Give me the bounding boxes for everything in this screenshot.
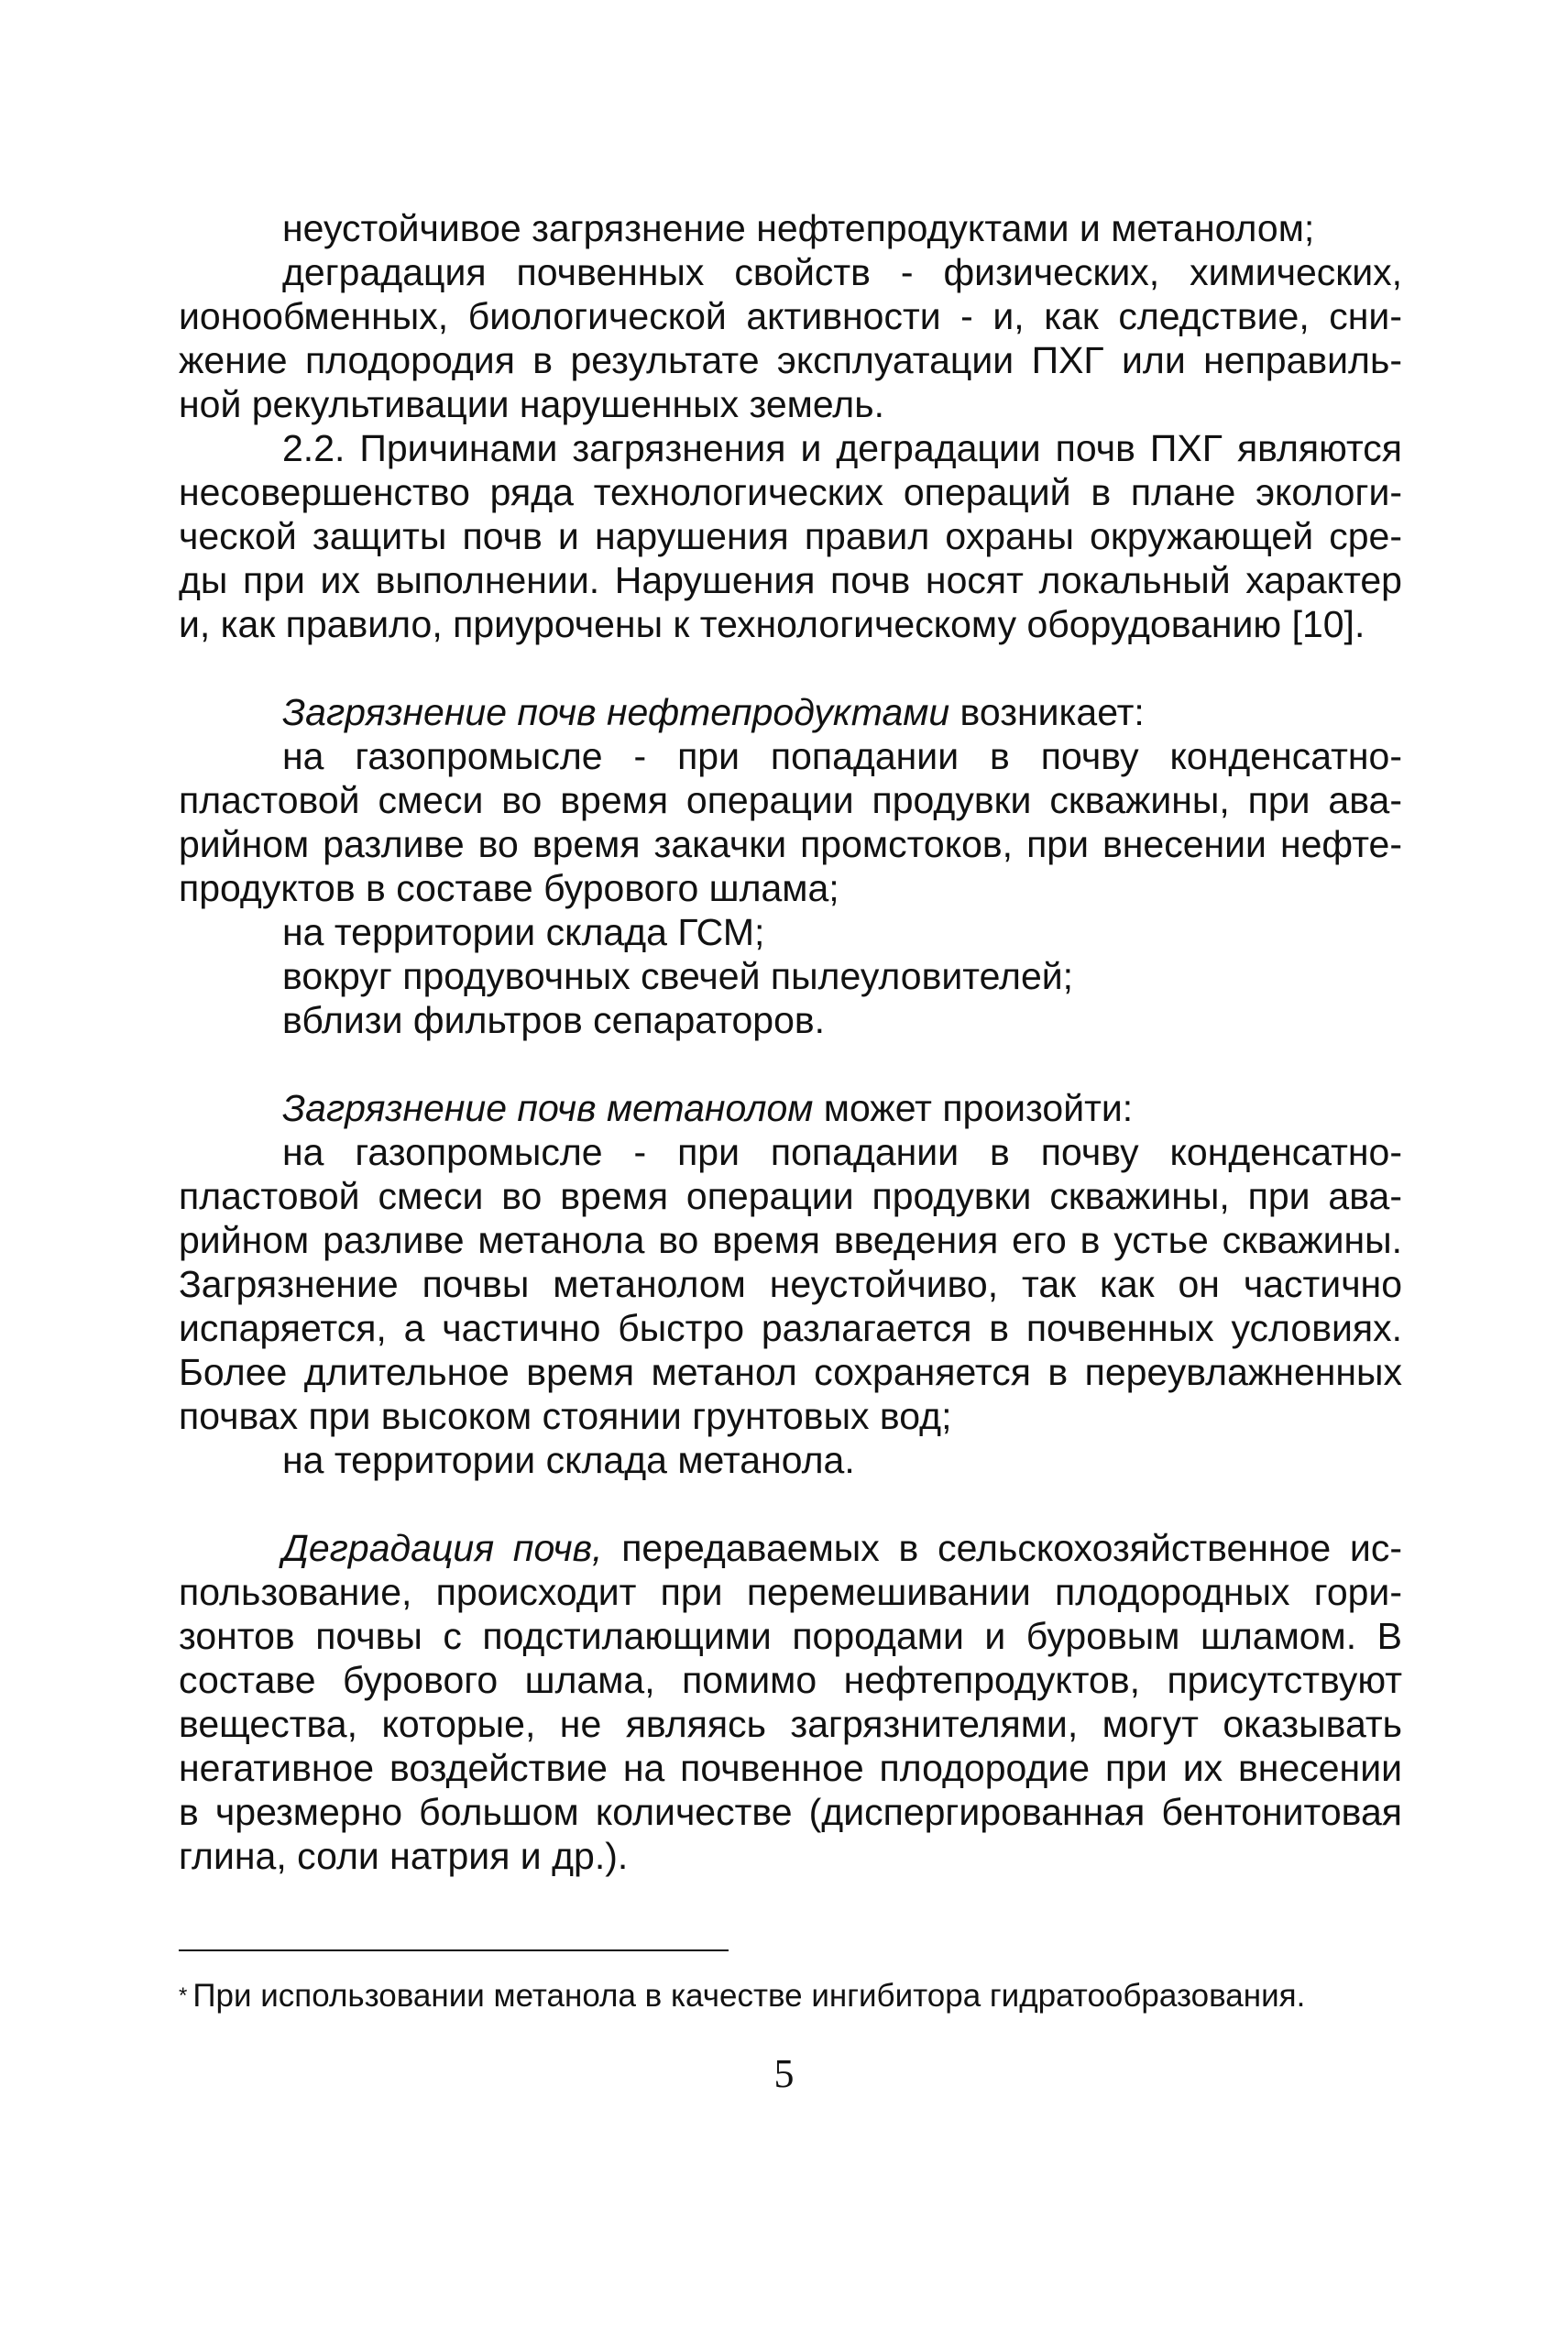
paragraph-line: вблизи фильтров сепараторов. (282, 999, 826, 1041)
paragraph-line: и, как правило, приурочены к технологическому оборудованию [10]. (179, 603, 1365, 645)
oil-heading-rest: возникает: (949, 691, 1145, 733)
paragraph-line: ионообменных, биологической активности - и, как следствие, сни- (179, 295, 1402, 337)
paragraph-line: зонтов почвы с подстилающими породами и буровым шламом. В (179, 1615, 1402, 1657)
paragraph-line: пластовой смеси во время операции продувки скважины, при ава- (179, 779, 1402, 821)
paragraph-line: в чрезмерно большом количестве (диспергированная бентонитовая (179, 1791, 1402, 1833)
paragraph-line: испаряется, а частично быстро разлагается в почвенных условиях. (179, 1307, 1402, 1349)
paragraph-line: ды при их выполнении. Нарушения почв носят локальный характер (179, 559, 1402, 601)
paragraph-line: на территории склада ГСМ; (282, 911, 765, 953)
paragraph-line: жение плодородия в результате эксплуатации ПХГ или неправиль- (179, 339, 1402, 381)
paragraph-line: пластовой смеси во время операции продувки скважины, при ава- (179, 1175, 1402, 1217)
methanol-section-heading (179, 1086, 1402, 1130)
footnote-divider (179, 1949, 729, 1951)
footnote-mark: * (179, 1983, 188, 2008)
paragraph-line: деградация почвенных свойств - физических, химических, (282, 251, 1402, 293)
oil-heading-italic: Загрязнение почв нефтепродуктами (282, 691, 950, 733)
paragraph-line: несовершенство ряда технологических операций в плане экологи- (179, 471, 1402, 513)
methanol-heading-rest: может произойти: (813, 1087, 1134, 1129)
paragraph-line: рийном разливе во время закачки промстоков, при внесении нефте- (179, 823, 1402, 865)
degradation-heading-italic: Деградация почв, (282, 1527, 603, 1569)
footnote-text: При использовании метанола в качестве ингибитора гидратообразования. (192, 1978, 1306, 2014)
paragraph-line: негативное воздействие на почвенное плодородие при их внесении (179, 1747, 1402, 1789)
methanol-heading-italic: Загрязнение почв метанолом (282, 1087, 814, 1129)
paragraph-line: рийном разливе метанола во время введения его в устье скважины. (179, 1219, 1402, 1261)
paragraph-line: глина, соли натрия и др.). (179, 1835, 629, 1877)
paragraph-line: ной рекультивации нарушенных земель. (179, 383, 884, 425)
page-number: 5 (773, 2051, 795, 2096)
paragraph-line: Загрязнение почвы метанолом неустойчиво, так как он частично (179, 1263, 1402, 1305)
paragraph-line: составе бурового шлама, помимо нефтепродуктов, присутствуют (179, 1659, 1402, 1701)
document-body (179, 206, 1402, 1878)
paragraph-line: почвах при высоком стоянии грунтовых вод; (179, 1395, 952, 1437)
paragraph-line: 2.2. Причинами загрязнения и деградации почв ПХГ являются (282, 427, 1402, 469)
paragraph-line: на газопромысле - при попадании в почву конденсатно- (282, 1131, 1402, 1173)
paragraph-line: вокруг продувочных свечей пылеуловителей; (282, 955, 1074, 997)
degradation-heading-rest: передаваемых в сельскохозяйственное ис- (602, 1527, 1402, 1569)
paragraph-line: Более длительное время метанол сохраняется в переувлажненных (179, 1351, 1402, 1393)
paragraph-line: продуктов в составе бурового шлама; (179, 867, 839, 909)
paragraph-line: вещества, которые, не являясь загрязнителями, могут оказывать (179, 1703, 1402, 1745)
paragraph-line: ческой защиты почв и нарушения правил охраны окружающей сре- (179, 515, 1402, 557)
degradation-section-heading (179, 1526, 1402, 1570)
paragraph-line: неустойчивое загрязнение нефтепродуктами и метанолом; (282, 207, 1315, 249)
footnote (179, 1977, 1402, 2015)
paragraph-line: на территории склада метанола. (282, 1439, 855, 1481)
paragraph-line: пользование, происходит при перемешивании плодородных гори- (179, 1571, 1402, 1613)
oil-section-heading (179, 690, 1402, 734)
paragraph-line: на газопромысле - при попадании в почву конденсатно- (282, 735, 1402, 777)
